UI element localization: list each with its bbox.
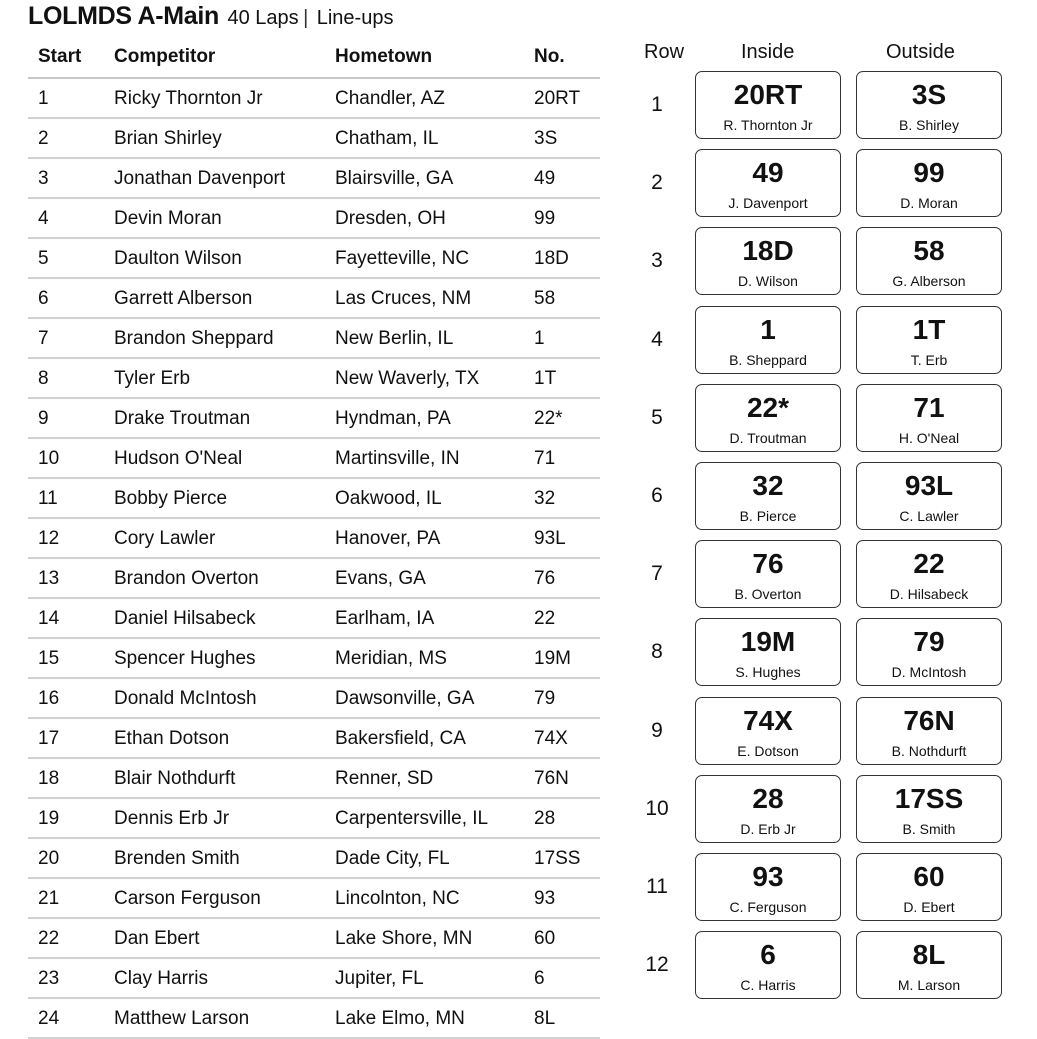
car-number-cell: 93 xyxy=(534,888,556,909)
competitor-cell: Ethan Dotson xyxy=(114,728,230,749)
car-number-cell: 71 xyxy=(534,448,556,469)
hometown-cell: Fayetteville, NC xyxy=(335,248,470,269)
inside-position-card xyxy=(695,931,841,999)
grid-row xyxy=(636,851,1016,929)
grid-row xyxy=(636,616,1016,694)
grid-row xyxy=(636,460,1016,538)
table-row xyxy=(28,879,600,919)
hometown-cell: Earlham, IA xyxy=(335,608,435,629)
inside-position-card xyxy=(695,306,841,374)
grid-row-number: 11 xyxy=(646,874,668,898)
outside-position-card xyxy=(856,697,1002,765)
grid-row-number: 2 xyxy=(651,171,663,195)
lineups-label: Line-ups xyxy=(316,7,394,29)
driver-name: D. Ebert xyxy=(903,898,955,915)
table-row xyxy=(28,799,600,839)
hometown-cell: Chatham, IL xyxy=(335,128,439,149)
car-number-cell: 76 xyxy=(534,568,556,589)
car-number: 22 xyxy=(913,548,945,580)
competitor-cell: Garrett Alberson xyxy=(114,288,253,309)
car-number-cell: 49 xyxy=(534,168,556,189)
table-header xyxy=(28,38,600,79)
grid-row xyxy=(636,225,1016,303)
driver-name: C. Lawler xyxy=(899,507,959,524)
car-number: 8L xyxy=(912,939,946,971)
inside-position-card xyxy=(695,618,841,686)
car-number: 18D xyxy=(742,235,794,267)
outside-position-card xyxy=(856,227,1002,295)
start-cell: 23 xyxy=(38,968,60,989)
car-number: 6 xyxy=(760,939,776,971)
competitor-cell: Cory Lawler xyxy=(114,528,216,549)
hometown-cell: Chandler, AZ xyxy=(335,88,445,109)
start-cell: 7 xyxy=(38,328,49,349)
grid-row-number: 9 xyxy=(651,718,663,742)
competitor-cell: Blair Nothdurft xyxy=(114,768,236,789)
car-number-cell: 60 xyxy=(534,928,556,949)
inside-position-card xyxy=(695,227,841,295)
car-number: 1 xyxy=(760,313,776,345)
car-number: 19M xyxy=(740,626,796,658)
table-row xyxy=(28,79,600,119)
table-row xyxy=(28,159,600,199)
driver-name: M. Larson xyxy=(897,977,961,994)
car-number: 32 xyxy=(752,469,784,501)
driver-name: H. O'Neal xyxy=(898,429,960,446)
competitor-cell: Brandon Sheppard xyxy=(114,328,274,349)
start-cell: 11 xyxy=(38,488,58,509)
competitor-cell: Carson Ferguson xyxy=(114,888,261,909)
car-number: 74X xyxy=(743,704,793,736)
hometown-cell: Renner, SD xyxy=(335,768,434,789)
driver-name: C. Harris xyxy=(740,977,796,994)
table-row xyxy=(28,479,600,519)
competitor-cell: Jonathan Davenport xyxy=(114,168,286,189)
grid-row-number: 5 xyxy=(651,405,663,429)
hometown-cell: Oakwood, IL xyxy=(335,488,442,509)
competitor-cell: Ricky Thornton Jr xyxy=(114,88,263,109)
car-number: 20RT xyxy=(733,79,803,110)
start-cell: 22 xyxy=(38,928,60,949)
laps-label: 40 Laps xyxy=(227,7,299,29)
hometown-cell: Meridian, MS xyxy=(335,648,447,669)
event-title: LOLMDS A-Main xyxy=(28,2,219,30)
start-cell: 2 xyxy=(38,128,49,149)
table-row xyxy=(28,319,600,359)
start-cell: 8 xyxy=(38,368,49,389)
start-cell: 17 xyxy=(38,728,60,749)
outside-position-card xyxy=(856,931,1002,999)
outside-position-card xyxy=(856,618,1002,686)
competitor-cell: Clay Harris xyxy=(114,968,208,989)
competitor-cell: Brenden Smith xyxy=(114,848,240,869)
grid-row xyxy=(636,538,1016,616)
hometown-cell: Blairsville, GA xyxy=(335,168,454,189)
hometown-cell: New Waverly, TX xyxy=(335,368,480,389)
competitor-cell: Hudson O'Neal xyxy=(114,448,243,469)
driver-name: E. Dotson xyxy=(737,742,799,759)
car-number-cell: 22* xyxy=(534,408,563,429)
hometown-cell: Lincolnton, NC xyxy=(335,888,460,909)
outside-position-card xyxy=(856,71,1002,139)
col-hometown-header: Hometown xyxy=(335,46,433,67)
inside-position-card xyxy=(695,71,841,139)
driver-name: T. Erb xyxy=(910,351,948,368)
hometown-cell: Carpentersville, IL xyxy=(335,808,489,829)
inside-position-card xyxy=(695,149,841,217)
car-number-cell: 32 xyxy=(534,488,556,509)
grid-row-number: 8 xyxy=(651,640,663,664)
car-number-cell: 18D xyxy=(534,248,569,269)
outside-position-card xyxy=(856,775,1002,843)
driver-name: B. Sheppard xyxy=(729,351,807,368)
car-number-cell: 76N xyxy=(534,768,569,789)
hometown-cell: Bakersfield, CA xyxy=(335,728,466,749)
table-row xyxy=(28,519,600,559)
start-cell: 21 xyxy=(38,888,60,909)
competitor-cell: Drake Troutman xyxy=(114,408,251,429)
start-cell: 14 xyxy=(38,608,60,629)
hometown-cell: Dawsonville, GA xyxy=(335,688,475,709)
table-body xyxy=(28,79,600,1039)
driver-name: J. Davenport xyxy=(728,195,808,212)
inside-position-card xyxy=(695,384,841,452)
table-row xyxy=(28,639,600,679)
hometown-cell: New Berlin, IL xyxy=(335,328,454,349)
competitor-cell: Daulton Wilson xyxy=(114,248,242,269)
car-number-cell: 93L xyxy=(534,528,566,549)
competitor-cell: Spencer Hughes xyxy=(114,648,256,669)
grid-row-number: 7 xyxy=(651,562,663,586)
car-number-cell: 1 xyxy=(534,328,545,349)
competitor-cell: Brian Shirley xyxy=(114,128,222,149)
hometown-cell: Dresden, OH xyxy=(335,208,446,229)
car-number: 71 xyxy=(913,391,945,423)
hometown-cell: Hanover, PA xyxy=(335,528,441,549)
competitor-cell: Devin Moran xyxy=(114,208,222,229)
start-cell: 20 xyxy=(38,848,60,869)
car-number-cell: 58 xyxy=(534,288,556,309)
grid-body xyxy=(636,69,1016,1007)
car-number-cell: 19M xyxy=(534,648,571,669)
table-row xyxy=(28,999,600,1039)
table-row xyxy=(28,599,600,639)
driver-name: B. Overton xyxy=(734,586,802,603)
car-number: 93L xyxy=(904,469,954,501)
inside-position-card xyxy=(695,540,841,608)
table-row xyxy=(28,239,600,279)
car-number-cell: 17SS xyxy=(534,848,581,869)
competitor-cell: Bobby Pierce xyxy=(114,488,228,509)
hometown-cell: Jupiter, FL xyxy=(335,968,424,989)
table-row xyxy=(28,959,600,999)
hometown-cell: Evans, GA xyxy=(335,568,426,589)
hometown-cell: Las Cruces, NM xyxy=(335,288,472,309)
col-competitor-header: Competitor xyxy=(114,46,216,67)
driver-name: D. Erb Jr xyxy=(740,820,796,837)
car-number: 17SS xyxy=(894,782,964,814)
table-row xyxy=(28,399,600,439)
car-number: 93 xyxy=(752,860,784,892)
car-number: 60 xyxy=(913,860,945,892)
car-number-cell: 79 xyxy=(534,688,556,709)
competitor-cell: Matthew Larson xyxy=(114,1008,250,1029)
hometown-cell: Dade City, FL xyxy=(335,848,450,869)
hometown-cell: Lake Elmo, MN xyxy=(335,1008,465,1029)
outside-position-card xyxy=(856,540,1002,608)
start-cell: 18 xyxy=(38,768,60,789)
grid-row-number: 6 xyxy=(651,483,663,507)
competitor-cell: Dan Ebert xyxy=(114,928,200,949)
car-number-cell: 28 xyxy=(534,808,556,829)
driver-name: D. Troutman xyxy=(729,429,807,446)
table-row xyxy=(28,199,600,239)
table-row xyxy=(28,839,600,879)
car-number: 76N xyxy=(903,704,955,736)
grid-row xyxy=(636,695,1016,773)
car-number-cell: 99 xyxy=(534,208,556,229)
car-number: 28 xyxy=(752,782,784,814)
car-number-cell: 8L xyxy=(534,1008,556,1029)
page-header xyxy=(28,2,393,31)
car-number-cell: 1T xyxy=(534,368,557,389)
car-number: 1T xyxy=(912,313,946,345)
grid-row-number: 4 xyxy=(651,327,663,351)
grid-row-number: 12 xyxy=(645,953,669,977)
col-number-header: No. xyxy=(534,46,565,67)
grid-row xyxy=(636,304,1016,382)
grid-row xyxy=(636,773,1016,851)
driver-name: R. Thornton Jr xyxy=(723,117,813,133)
outside-position-card xyxy=(856,149,1002,217)
inside-position-card xyxy=(695,853,841,921)
outside-position-card xyxy=(856,853,1002,921)
competitor-cell: Brandon Overton xyxy=(114,568,259,589)
starting-grid xyxy=(636,38,1016,1007)
hometown-cell: Martinsville, IN xyxy=(335,448,460,469)
table-row xyxy=(28,559,600,599)
table-row xyxy=(28,759,600,799)
hometown-cell: Lake Shore, MN xyxy=(335,928,473,949)
car-number-cell: 6 xyxy=(534,968,545,989)
car-number-cell: 3S xyxy=(534,128,558,149)
start-cell: 1 xyxy=(38,88,49,109)
start-cell: 5 xyxy=(38,248,49,269)
start-cell: 13 xyxy=(38,568,60,589)
start-cell: 10 xyxy=(38,448,60,469)
driver-name: D. Wilson xyxy=(738,273,798,290)
competitor-cell: Daniel Hilsabeck xyxy=(114,608,256,629)
car-number: 79 xyxy=(913,626,945,658)
inside-position-card xyxy=(695,775,841,843)
car-number: 76 xyxy=(752,548,784,580)
driver-name: D. McIntosh xyxy=(891,664,967,681)
start-cell: 19 xyxy=(38,808,60,829)
outside-position-card xyxy=(856,306,1002,374)
competitor-cell: Tyler Erb xyxy=(114,368,191,389)
grid-row-number: 1 xyxy=(651,93,663,116)
hometown-cell: Hyndman, PA xyxy=(335,408,451,429)
car-number-cell: 74X xyxy=(534,728,568,749)
inside-position-card xyxy=(695,462,841,530)
table-row xyxy=(28,279,600,319)
driver-name: D. Hilsabeck xyxy=(889,586,969,603)
col-start-header: Start xyxy=(38,46,82,67)
grid-outside-header: Outside xyxy=(886,41,955,63)
driver-name: B. Smith xyxy=(902,820,956,837)
car-number: 99 xyxy=(913,157,945,189)
car-number: 22* xyxy=(746,391,790,423)
grid-row-number: 10 xyxy=(645,796,669,820)
inside-position-card xyxy=(695,697,841,765)
table-row xyxy=(28,679,600,719)
grid-row xyxy=(636,147,1016,225)
car-number-cell: 20RT xyxy=(534,88,581,109)
start-cell: 24 xyxy=(38,1008,60,1029)
start-cell: 15 xyxy=(38,648,60,669)
start-cell: 9 xyxy=(38,408,49,429)
table-row xyxy=(28,719,600,759)
grid-row xyxy=(636,69,1016,147)
outside-position-card xyxy=(856,462,1002,530)
table-row xyxy=(28,919,600,959)
grid-row xyxy=(636,382,1016,460)
grid-header xyxy=(636,38,1016,69)
driver-name: D. Moran xyxy=(900,195,958,212)
driver-name: G. Alberson xyxy=(892,273,966,290)
start-cell: 3 xyxy=(38,168,49,189)
table-row xyxy=(28,359,600,399)
header-separator: | xyxy=(303,7,309,29)
car-number: 58 xyxy=(913,235,945,267)
driver-name: B. Shirley xyxy=(899,117,959,133)
driver-name: B. Pierce xyxy=(739,507,797,524)
competitor-cell: Dennis Erb Jr xyxy=(114,808,230,829)
start-cell: 16 xyxy=(38,688,60,709)
competitor-cell: Donald McIntosh xyxy=(114,688,257,709)
start-cell: 6 xyxy=(38,288,49,309)
table-row xyxy=(28,439,600,479)
grid-row xyxy=(636,929,1016,1007)
outside-position-card xyxy=(856,384,1002,452)
car-number: 49 xyxy=(752,157,784,189)
lineup-table xyxy=(28,38,600,1039)
driver-name: S. Hughes xyxy=(735,664,801,681)
table-row xyxy=(28,119,600,159)
start-cell: 4 xyxy=(38,208,49,229)
driver-name: B. Nothdurft xyxy=(891,742,967,759)
start-cell: 12 xyxy=(38,528,60,549)
driver-name: C. Ferguson xyxy=(729,898,807,915)
grid-row-number: 3 xyxy=(651,249,663,273)
car-number-cell: 22 xyxy=(534,608,556,629)
car-number: 3S xyxy=(911,79,947,110)
grid-row-header: Row xyxy=(644,41,685,63)
grid-inside-header: Inside xyxy=(741,41,795,63)
